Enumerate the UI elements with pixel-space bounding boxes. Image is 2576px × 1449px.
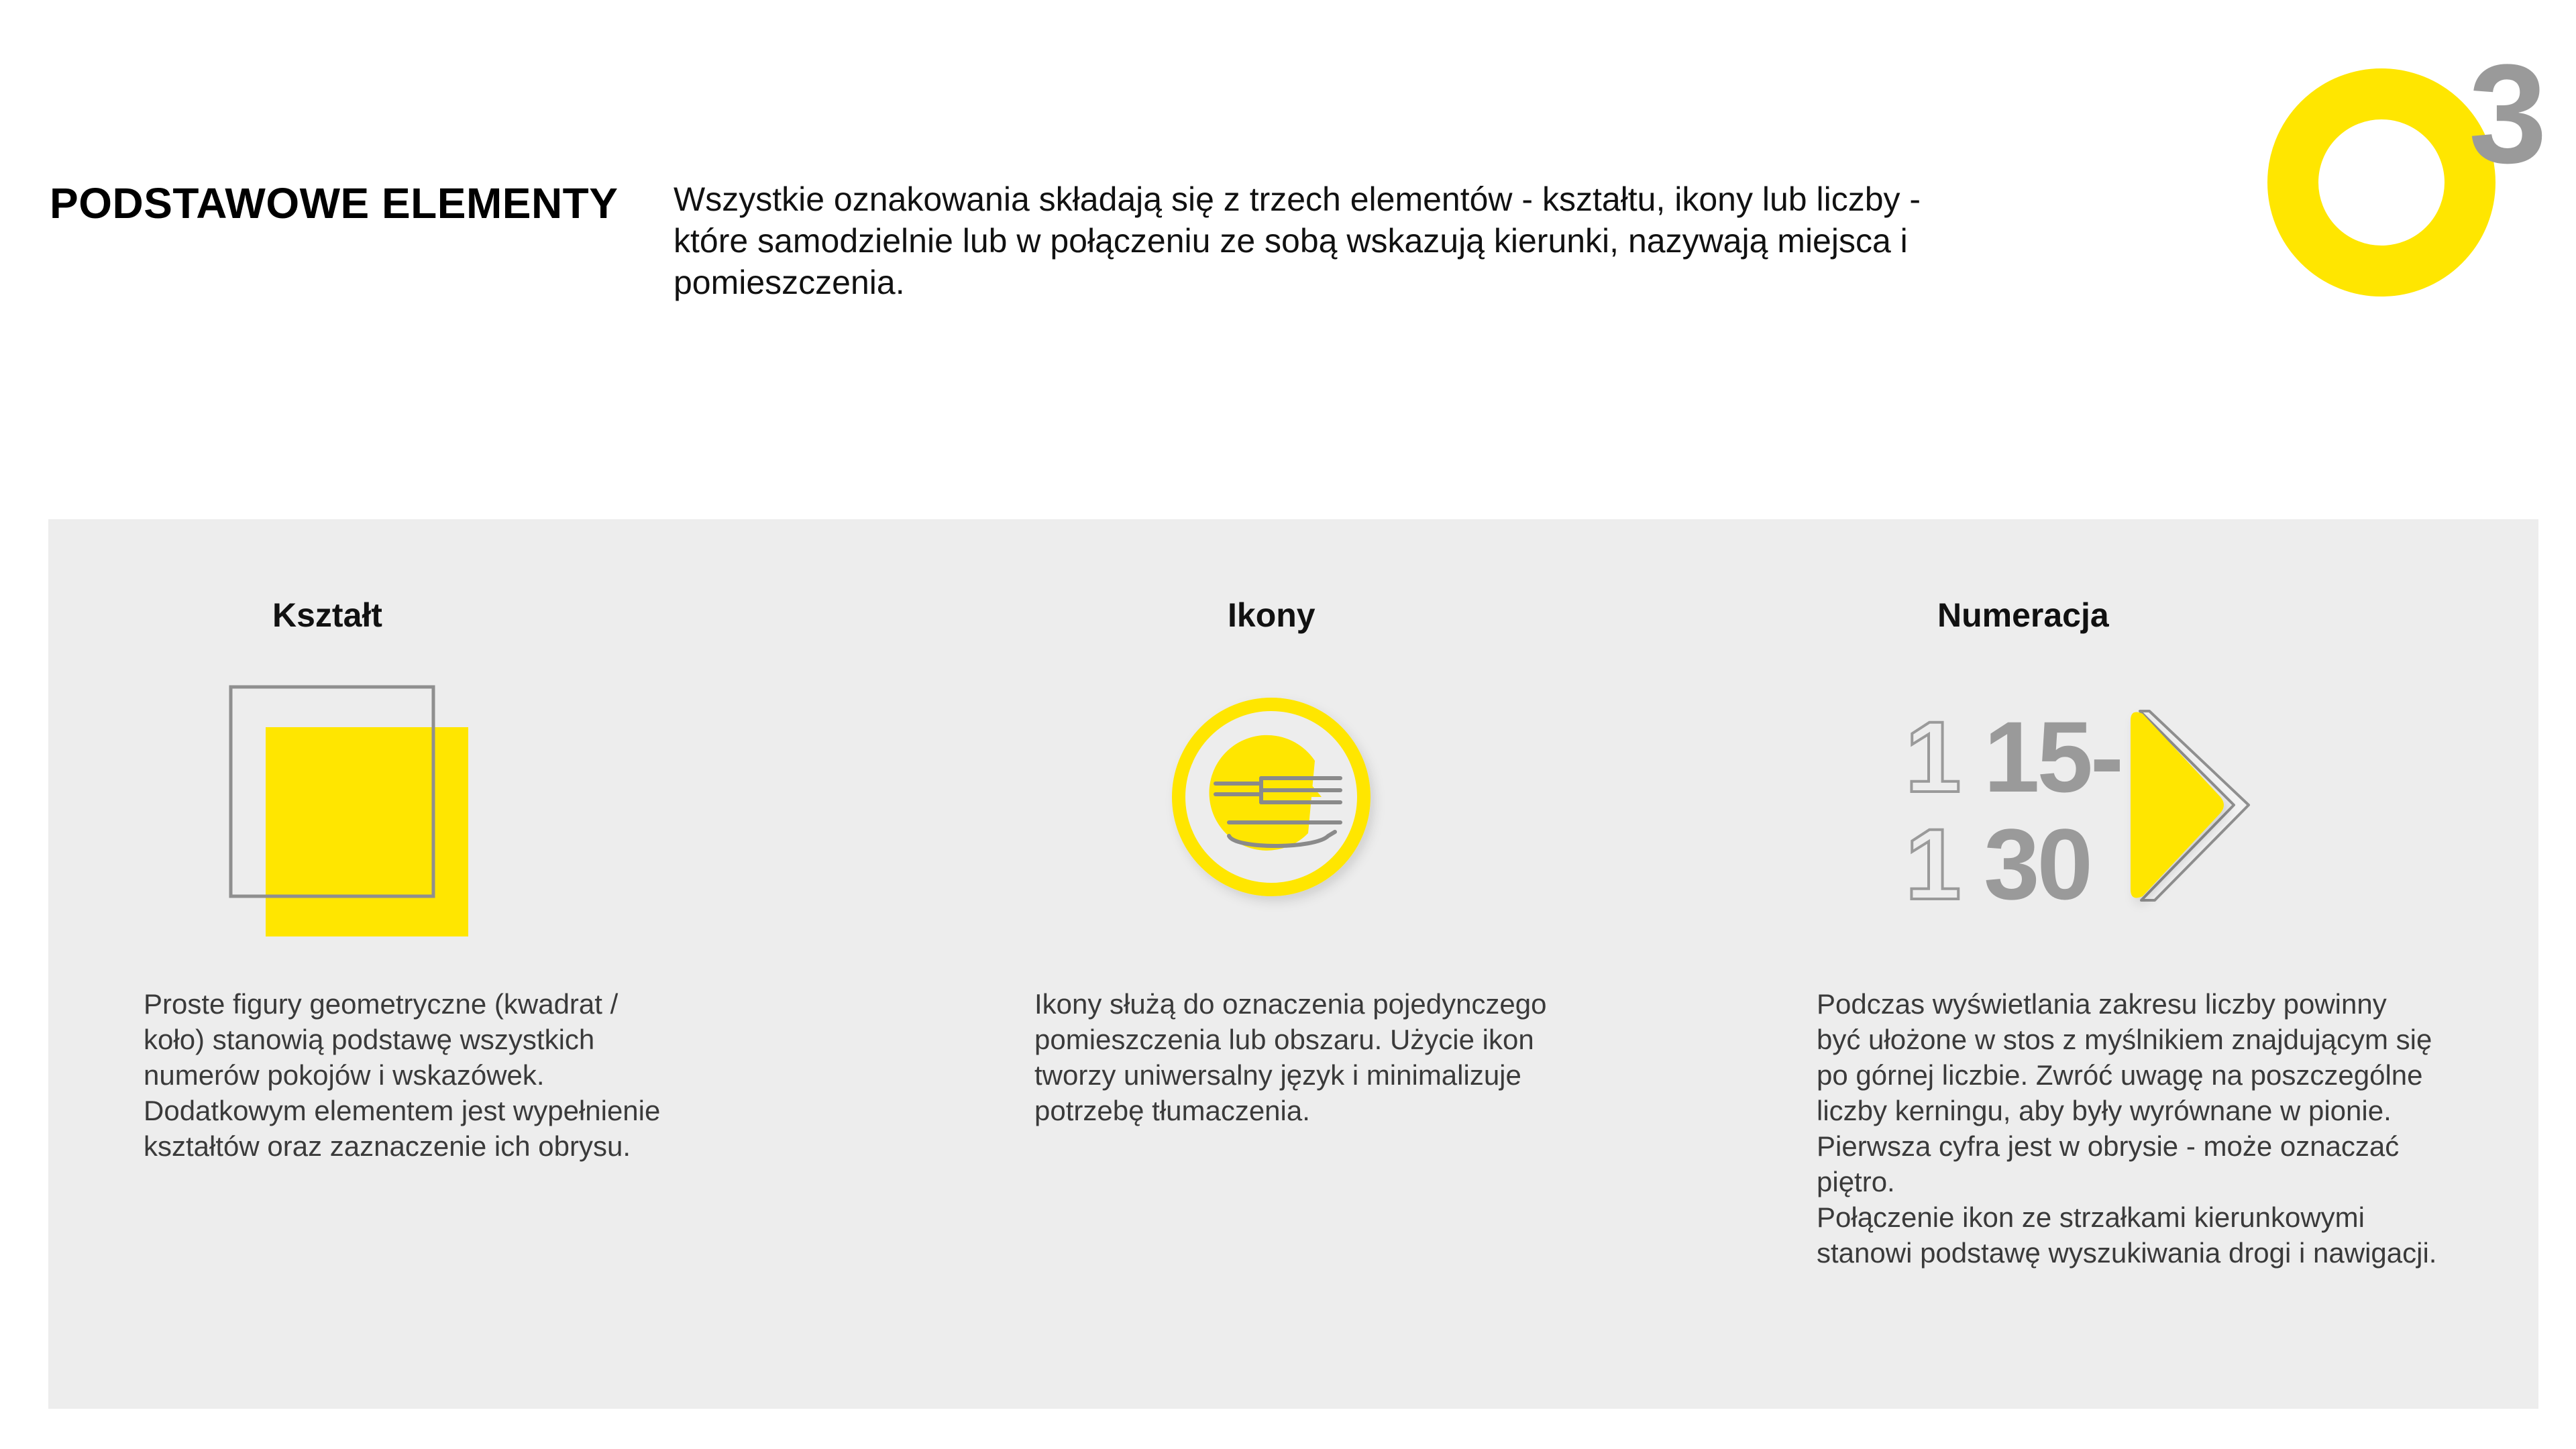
logo-ring [2293,94,2470,271]
shape-description: Proste figury geometryczne (kwadrat / koło) stanowią podstawę wszystkich numerów pokojów i wskazówek. Dodatkowym elementem jest wypełnienie kształtów oraz zaznaczenie ich obrysu. [144,988,661,1162]
shape-heading: Kształt [272,596,382,634]
filled-square [266,727,468,936]
range-bottom-floor-digit: 1 [1905,808,1959,920]
icons-description: Ikony służą do oznaczenia pojedynczego pomieszczenia lub obszaru. Użycie ikon tworzy uniwersalny język i minimalizuje potrzebę tłumaczenia. [1034,988,1547,1126]
page-title: PODSTAWOWE ELEMENTY [50,179,619,227]
o3-logo [2267,42,2549,310]
range-top-number: 15- [1984,700,2121,813]
icons-heading: Ikony [1228,596,1316,634]
shape-illustration [228,683,476,938]
intro-paragraph: Wszystkie oznakowania składają się z trzech elementów - kształtu, ikony lub liczby - które samodzielnie lub w połączeniu ze sobą wskazują kierunki, nazywają miejsca i pomieszczenia. [674,180,1921,301]
svg-text:1 30 [1905,808,2090,920]
range-top-floor-digit: 1 [1905,700,1959,813]
numbering-heading: Numeracja [1937,596,2109,634]
arrow-right-icon [2131,711,2249,900]
numbering-description: Podczas wyświetlania zakresu liczby powinny być ułożone w stos z myślnikiem znajdującym się po górnej liczbie. Zwróć uwagę na poszczególne liczby kerningu, aby były wyrównane w pionie. Pierwsza cyfra jest w obrysie - może oznaczać piętro. Połączenie ikon ze strzałkami kierunkowymi stanowi podstawę wyszukiwania drogi i nawigacji. [1817,988,2437,1269]
logo-superscript: 3 [2469,42,2547,193]
elements-panel [48,519,2538,1409]
range-bottom-number: 30 [1984,808,2090,920]
cutlery-icon [1167,695,1382,903]
range-number-illustration [1905,698,2267,919]
svg-text:1 15- [1905,700,2121,813]
